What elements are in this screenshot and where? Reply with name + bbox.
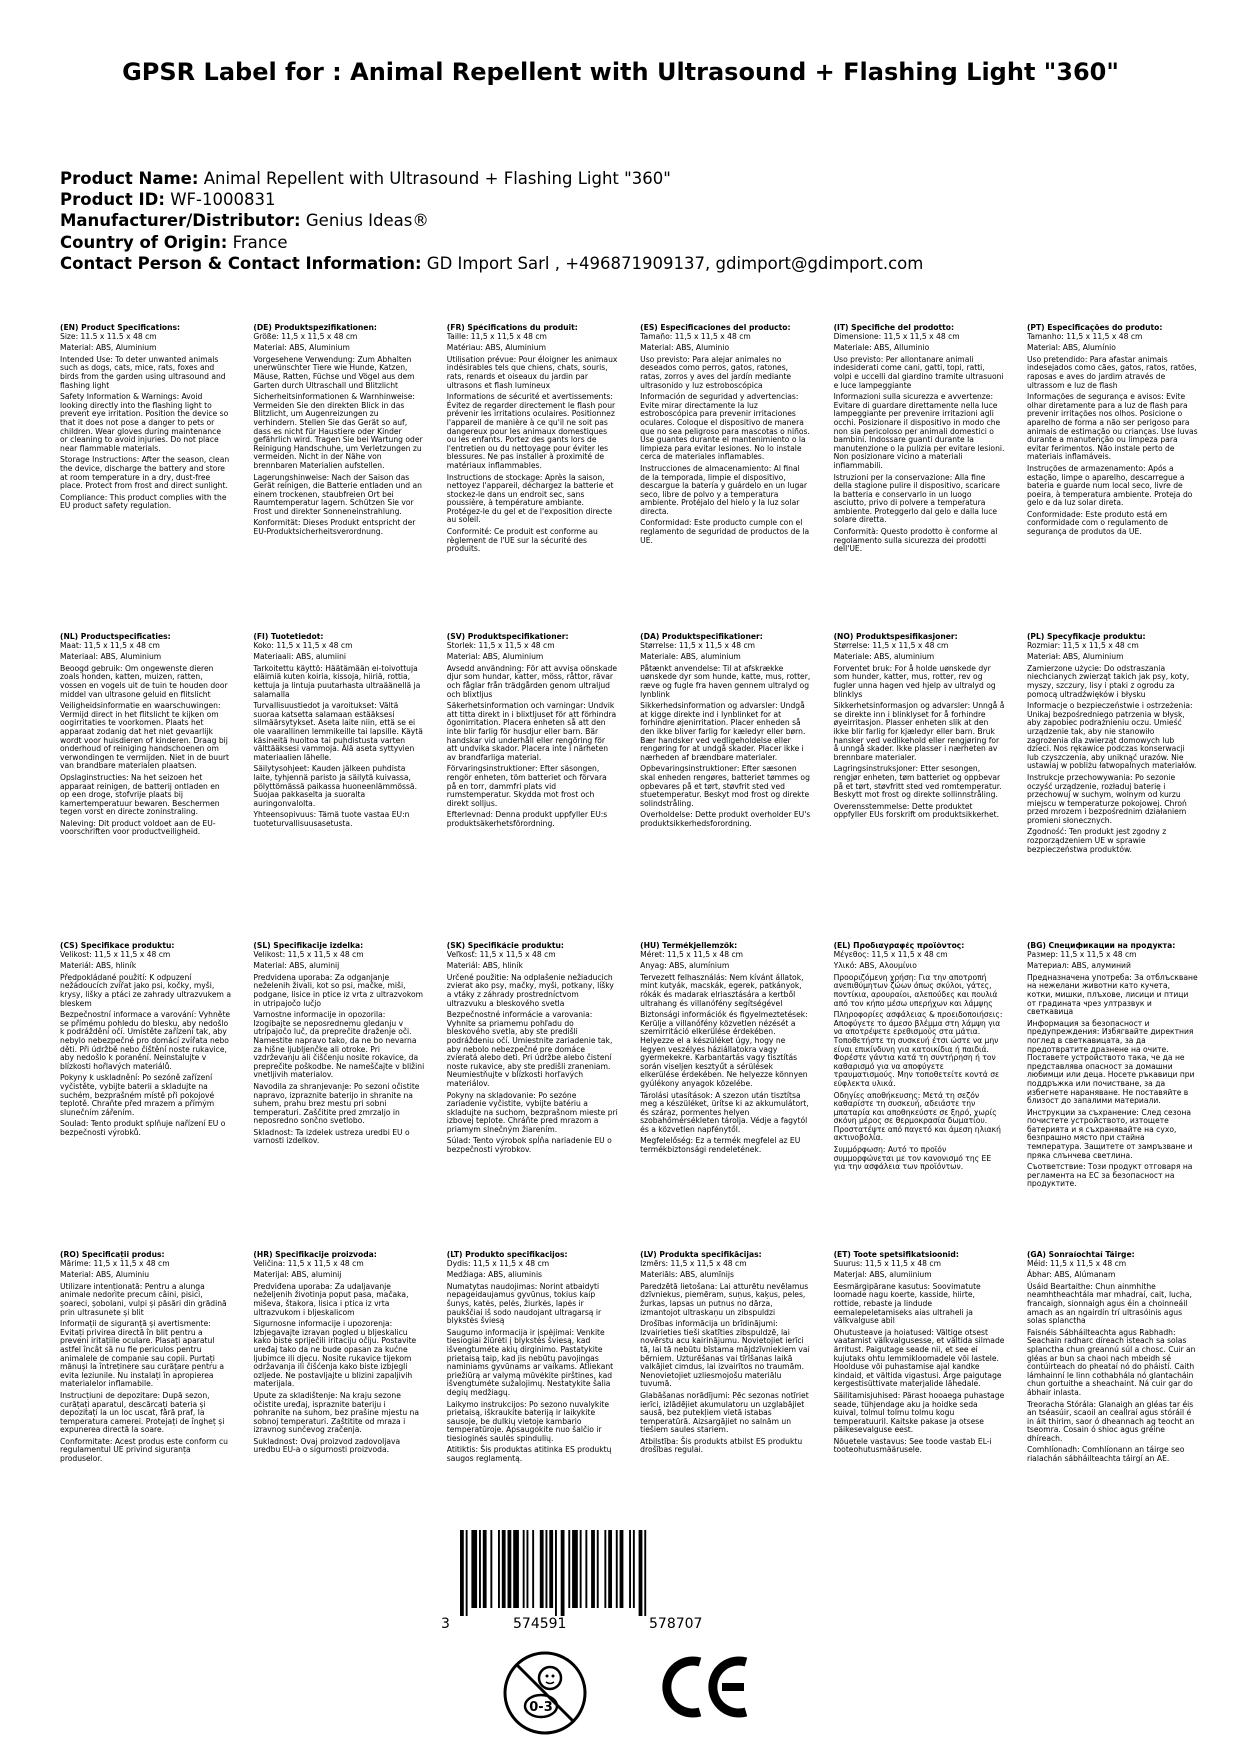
- spec-line: Veličina: 11,5 x 11,5 x 48 cm: [253, 1258, 364, 1268]
- spec-block: [253, 324, 424, 633]
- spec-heading: (HR) Specifikacije proizvoda:: [253, 1251, 377, 1259]
- spec-line: Safety Information & Warnings: Avoid looking directly into the flashing light to prevent eye irritation. Position the device so that it does not pose a danger to pets or children. Wear gloves during maintenance or cleaning to avoid injuries. Do not place near flammable materials.: [60, 392, 229, 453]
- spec-line: Overholdelse: Dette produkt overholder EU's produktsikkerhedsforordning.: [640, 810, 811, 828]
- contact-row: [60, 253, 923, 274]
- spec-line: Numatytas naudojimas: Norint atbaidyti nepageidaujamus gyvūnus, tokius kaip šunys, katės, pelės, žiurkės, lapės ir paukščiai iš sodo naudojant ultragarsą ir blykstės šviesą: [446, 1281, 602, 1326]
- spec-heading: (NL) Productspecificaties:: [60, 633, 171, 641]
- barcode-digit-lead: 3: [441, 1616, 450, 1632]
- page-title: GPSR Label for : Animal Repellent with Ultrasound + Flashing Light "360": [122, 58, 1119, 86]
- barcode-bar: [633, 1530, 635, 1608]
- spec-line: Förvaringsinstruktioner: Efter säsongen, rengör enheten, töm batteriet och förvara på en torr, dammfri plats vid rumstemperatur. Skydda mot frost och direkt solljus.: [446, 764, 607, 808]
- spec-line: Beoogd gebruik: Om ongewenste dieren zoals honden, katten, muizen, ratten, vossen en vogels uit de tuin te houden door middel van ultrasone geluid en flitslicht: [60, 663, 228, 699]
- spec-line: Megfelelőség: Ez a termék megfelel az EU termékbiztonsági rendeletének.: [640, 1136, 801, 1155]
- spec-line: Tárolási utasítások: A szezon után tisztítsa meg a készüléket, ürítse ki az akkumulátort, és száraz, pormentes helyen szobahőmérsékleten tárolja. Védje a fagytól és a közvetlen napfénytől.: [640, 1090, 809, 1134]
- spec-line: Material: ABS, Aluminium: [253, 343, 350, 353]
- spec-heading: (EN) Product Specifications:: [60, 324, 181, 332]
- barcode-bar: [523, 1530, 525, 1608]
- spec-line: Skladnost: Ta izdelek ustreza uredbi EU o varnosti izdelkov.: [253, 1127, 410, 1146]
- barcode-bar: [471, 1530, 477, 1608]
- spec-line: Turvallisuustiedot ja varoitukset: Vältä suoraa katsetta salamaan estääksesi silmäärsytykset. Aseta laite niin, että se ei ole vaarallinen lemmikeille tai lapsille. Käytä käsineitä huoltoa tai puhdistusta varten välttääksesi vammoja. Älä aseta syttyvien materiaalien lähelle.: [253, 701, 423, 762]
- product-id-row: [60, 189, 923, 210]
- spec-line: Utilisation prévue: Pour éloigner les animaux indésirables tels que chiens, chats, souris, rats, renards et oiseaux du jardin par ultrasons et flash lumineux: [446, 354, 618, 390]
- spec-line: Yhteensopivuus: Tämä tuote vastaa EU:n tuoteturvallisuusasetusta.: [253, 810, 410, 828]
- barcode-bar: [498, 1530, 500, 1608]
- barcode-bar: [513, 1530, 519, 1608]
- spec-line: Material: ABS, Alumínio: [1026, 343, 1116, 353]
- spec-line: Instrucciones de almacenamiento: Al final de la temporada, limpie el dispositivo, descargue la batería y guárdelo en un lugar seco, libre de polvo y a temperatura ambiente. Protéjalo del hielo y la luz solar directa.: [640, 463, 808, 516]
- product-info: [60, 168, 923, 274]
- product-name-value: Animal Repellent with Ultrasound + Flashing Light "360": [203, 169, 671, 188]
- spec-block: [1027, 1251, 1198, 1581]
- spec-line: Informacje o bezpieczeństwie i ostrzeżenia: Unikaj bezpośredniego patrzenia w błysk, aby zapobiec podrażnieniu oczu. Umieść urządzenie tak, aby nie stanowiło zagrożenia dla zwierząt domowych lub dzieci. Nos rękawice podczas konserwacji lub czyszczenia, aby uniknąć urazów. Nie ustawiaj w pobliżu łatwopalnych materiałów.: [1026, 701, 1197, 771]
- spec-block: [60, 1251, 231, 1581]
- spec-line: Instructions de stockage: Après la saison, nettoyez l'appareil, déchargez la batterie et stockez-le dans un endroit sec, sans poussière, à température ambiante. Protégez-le du gel et de l'exposition directe au soleil.: [446, 472, 614, 525]
- spec-line: Ohutusteave ja hoiatused: Vältige otsest vaatamist välkvalgusesse, et vältida silmade ärritust. Paigutage seade nii, et see ei kujutaks ohtu lemmikloomadele või lastele. Hoolduse või puhastamise ajal kandke kindaid, et vältida vigastusi. Ärge paigutage kergestisüttivate materjalide lähedale.: [833, 1327, 1005, 1389]
- barcode-bar: [561, 1530, 565, 1616]
- spec-block: [834, 942, 1005, 1251]
- spec-block: [253, 942, 424, 1251]
- spec-line: Instrucțiuni de depozitare: După sezon, curățați aparatul, descărcați bateria și depozitați la un loc uscat, fără praf, la temperatura camerei. Protejați de îngheț și expunerea directă la soare.: [60, 1390, 225, 1435]
- spec-line: Materijal: ABS, aluminij: [253, 1270, 342, 1280]
- product-id-label: Product ID:: [60, 190, 165, 210]
- spec-heading: (SK) Špecifikácie produktu:: [446, 942, 564, 950]
- spec-heading: (NO) Produktspesifikasjoner:: [833, 633, 958, 641]
- spec-heading: (FR) Spécifications du produit:: [446, 324, 578, 332]
- spec-line: Conformitate: Acest produs este conform cu regulamentul UE privind siguranța produselor.: [60, 1436, 228, 1464]
- spec-line: Lagerungshinweise: Nach der Saison das Gerät reinigen, die Batterie entladen und an einem trockenen, staubfreien Ort bei Raumtemperatur lagern. Schützen Sie vor Frost und direkter Sonneneinstrahlung.: [253, 472, 422, 516]
- spec-line: Materiale: ABS, aluminium: [833, 652, 935, 662]
- spec-line: Laikymo instrukcijos: Po sezono nuvalykite prietaisą, iškraukite bateriją ir laikykite sausoje, be dulkių vietoje kambario temperatūroje. Apsaugokite nuo šalčio ir tiesioginės saulės spindulių.: [446, 1399, 610, 1443]
- spec-line: Informações de segurança e avisos: Evite olhar diretamente para a luz de flash para prevenir irritações nos olhos. Posicione o aparelho de forma a não ser perigoso para animais de estimação ou crianças. Use luvas durante a manutenção ou limpeza para evitar ferimentos. Não instale perto de materiais inflamáveis.: [1026, 392, 1198, 462]
- barcode-bar: [616, 1530, 618, 1608]
- spec-line: Treoracha Stórála: Glanaigh an gléas tar éis an tséasúir, scaoil an ceallraí agus stóráil é in áit thirim, saor ó dheannach ag teocht an tseomra. Cosain ó shioc agus gréine dhíreach.: [1026, 1399, 1195, 1443]
- spec-line: Tarkoitettu käyttö: Häätämään ei-toivottuja eläimiä kuten koiria, kissoja, hiiriä, rottia, kettuja ja lintuja puutarhasta ultraäänellä ja salamalla: [253, 663, 421, 699]
- barcode-bar: [608, 1530, 612, 1608]
- spec-line: Navodila za shranjevanje: Po sezoni očistite napravo, izpraznite baterijo in shranite na suhem, prahu brez mestu pri sobni temperaturi. Zaščitite pred zmrzaljo in neposredno sončno svetlobo.: [253, 1081, 420, 1126]
- spec-line: Istruzioni per la conservazione: Alla fine della stagione pulire il dispositivo, scaricare la batteria e conservarlo in un luogo asciutto, privo di polvere a temperatura ambiente. Proteggerlo dal gelo e dalla luce solare diretta.: [833, 472, 1000, 525]
- spec-line: Materiale: ABS, Alluminio: [833, 343, 930, 353]
- spec-line: Informations de sécurité et avertissements: Évitez de regarder directement le flash pour prévenir les irritations oculaires. Positionnez l'appareil de manière à ce qu'il ne soit pas dangereux pour les animaux domestiques ou les enfants. Portez des gants lors de l'entretien ou du nettoyage pour éviter les blessures. Ne pas installer à proximité de matériaux inflammables.: [446, 392, 616, 470]
- spec-line: Určené použitie: Na odplašenie nežiaducich zvierat ako psy, mačky, myši, potkany, líšky a vtáky z záhrady prostredníctvom ultrazvuku a bleskového svetla: [446, 972, 614, 1008]
- barcode-bar: [549, 1530, 553, 1608]
- spec-line: Materiale: ABS, aluminium: [640, 652, 741, 662]
- spec-line: Předpokládané použití: K odpuzení nežádoucích zvířat jako psi, kočky, myši, krysy, lišky a ptáci ze zahrady ultrazvukem a bleskem: [60, 972, 231, 1008]
- spec-line: Uso previsto: Para alejar animales no deseados como perros, gatos, ratones, ratas, zorros y aves del jardín mediante ultrasonido y luz estroboscópica: [640, 354, 792, 390]
- spec-line: Avsedd användning: För att avvisa oönskade djur som hundar, katter, möss, råttor, rävar och fåglar från trädgården genom ultraljud och blixtljus: [446, 663, 618, 699]
- spec-line: Soulad: Tento produkt splňuje nařízení EU o bezpečnosti výrobků.: [60, 1119, 226, 1137]
- spec-line: Οδηγίες αποθήκευσης: Μετά τη σεζόν καθαρίστε τη συσκευή, αδειάστε την μπαταρία και αποθηκεύστε σε ξηρό, χωρίς σκόνη μέρος σε θερμοκρασία δωματίου. Προστατέψτε από παγετό και άμεση ηλιακή ακτινοβολία.: [833, 1090, 1001, 1143]
- barcode-bar: [532, 1530, 534, 1608]
- spec-line: Rozmiar: 11,5 x 11,5 x 48 cm: [1026, 640, 1139, 650]
- spec-line: Úsáid Beartaithe: Chun ainmhithe neamhtheachtála mar mhadraí, cait, lucha, francaigh, sionnaigh agus éin a choinneáil amach as an ngairdín trí ultrasóinis agus solas splanctha: [1026, 1281, 1192, 1326]
- spec-line: Compliance: This product complies with the EU product safety regulation.: [60, 492, 227, 511]
- spec-line: Méid: 11,5 x 11,5 x 48 cm: [1026, 1258, 1127, 1268]
- barcode-bar: [568, 1530, 570, 1608]
- spec-line: Πληροφορίες ασφάλειας & προειδοποιήσεις: Αποφύγετε το άμεσο βλέμμα στη λάμψη για να αποτρέψετε ερεθισμούς στα μάτια. Τοποθετήστε τη συσκευή έτσι ώστε να μην είναι επικίνδυνη για κατοικίδια ή παιδιά. Φορέστε γάντια κατά τη συντήρηση ή τον καθαρισμό για να αποφύγετε τραυματισμούς. Μην τοποθετείτε κοντά σε εύφλεκτα υλικά.: [833, 1010, 1003, 1088]
- spec-line: Størrelse: 11,5 x 11,5 x 48 cm: [833, 640, 949, 650]
- manufacturer-value: Genius Ideas®: [305, 211, 429, 231]
- spec-line: Materiál: ABS, hliník: [60, 961, 137, 971]
- spec-heading: (EL) Προδιαγραφές προϊόντος:: [833, 942, 965, 950]
- spec-line: Mărime: 11,5 x 11,5 x 48 cm: [60, 1258, 170, 1268]
- spec-line: Säilytysohjeet: Kauden jälkeen puhdista laite, tyhjennä paristo ja säilytä kuivassa, pölyttömässä paikassa huoneenlämmössä. Suojaa pakkaselta ja suoralta auringonvalolta.: [253, 764, 417, 808]
- spec-line: Forventet bruk: For å holde uønskede dyr som hunder, katter, mus, rotter, rev og fugler unna hagen ved hjelp av ultralyd og blinklys: [833, 663, 996, 699]
- spec-line: Συμμόρφωση: Αυτό το προϊόν συμμορφώνεται με τον κανονισμό της ΕΕ για την ασφάλεια των προϊόντων.: [833, 1145, 992, 1172]
- spec-line: Conformidade: Este produto está em conformidade com o regulamento de segurança de produtos da UE.: [1026, 509, 1168, 537]
- spec-line: Medžiaga: ABS, aliuminis: [446, 1270, 543, 1280]
- spec-line: Eesmärgipärane kasutus: Soovimatute loomade nagu koerte, kasside, hiirte, rottide, rebaste ja lindude eemalepeletamiseks aias ultraheli ja välkvalguse abil: [833, 1281, 981, 1326]
- spec-line: Méret: 11,5 x 11,5 x 48 cm: [640, 949, 744, 959]
- barcode-digits-right: 578707: [649, 1616, 703, 1632]
- barcode-bar: [644, 1530, 646, 1616]
- spec-line: Материал: ABS, алуминий: [1026, 961, 1131, 971]
- spec-line: Matériau: ABS, Aluminium: [446, 343, 546, 353]
- spec-line: Materiál: ABS, hliník: [446, 961, 523, 971]
- spec-block: [1027, 324, 1198, 633]
- spec-line: Sikkerhetsinformasjon og advarsler: Unngå å se direkte inn i blinklyset for å forhindre øyeirritasjon. Plasser enheten slik at den ikke blir farlig for kjæledyr eller barn. Bruk hansker ved vedlikehold eller rengjøring for å unngå skader. Ikke plasser i nærheten av brennbare materialer.: [833, 701, 1005, 762]
- spec-heading: (RO) Specificații produs:: [60, 1251, 165, 1259]
- spec-line: Glabāšanas norādījumi: Pēc sezonas notīriet ierīci, izlādējiet akumulatoru un uzglabājiet sausā, bez putekļiem vietā istabas temperatūrā. Aizsargājiet no salnām un tiešiem saules stariem.: [640, 1390, 809, 1435]
- spec-line: Sikkerhedsinformation og advarsler: Undgå at kigge direkte ind i lynblinket for at forhindre øjenirritation. Placer enheden så den ikke bliver farlig for kæledyr eller børn. Bær handsker ved vedligeholdelse eller rengøring for at undgå skader. Placer ikke i nærheden af brændbare materialer.: [640, 701, 806, 762]
- spec-line: Conformità: Questo prodotto è conforme al regolamento sulla sicurezza dei prodotti dell'UE.: [833, 527, 998, 554]
- spec-line: Koko: 11,5 x 11,5 x 48 cm: [253, 640, 353, 650]
- barcode-bar: [572, 1530, 578, 1608]
- age-warning-0-3-icon: [500, 1648, 590, 1742]
- spec-line: Pokyny k uskladnění: Po sezóně zařízení vyčistěte, vybijte baterii a skladujte na suchém, bezprašném místě při pokojové teplotě. Chraňte před mrazem a přímým slunečním zářením.: [60, 1073, 215, 1117]
- spec-line: Tamanho: 11,5 x 11,5 x 48 cm: [1026, 331, 1143, 341]
- barcode-bar: [555, 1530, 557, 1616]
- spec-line: Säkerhetsinformation och varningar: Undvik att titta direkt in i blixtljuset för att förhindra ögonirritation. Placera enheten så att den inte blir farlig för husdjur eller barn. Bär handskar vid underhåll eller rengöring för att undvika skador. Placera inte i närheten av brandfarliga material.: [446, 701, 617, 762]
- spec-line: Efterlevnad: Denna produkt uppfyller EU:s produktsäkerhetsförordning.: [446, 810, 608, 828]
- barcode: [456, 1530, 736, 1616]
- spec-line: Atitiktis: Šis produktas atitinka ES produktų saugos reglamentą.: [446, 1445, 612, 1464]
- barcode-bar: [585, 1530, 587, 1608]
- spec-line: Tamaño: 11,5 x 11,5 x 48 cm: [640, 331, 751, 341]
- spec-heading: (PT) Especificações do produto:: [1026, 324, 1163, 332]
- barcode-bar: [546, 1530, 548, 1608]
- spec-heading: (LT) Produkto specifikacijos:: [446, 1251, 568, 1259]
- spec-line: Material: ABS, aluminij: [253, 961, 340, 971]
- spec-line: Предназначена употреба: За отблъскване на нежелани животни като кучета, котки, мишки, плъхове, лисици и птици от градината чрез ултразвук и светкавица: [1026, 972, 1198, 1017]
- spec-block: [1027, 942, 1198, 1251]
- spec-block: [447, 942, 618, 1251]
- spec-block: [834, 324, 1005, 633]
- barcode-bars: [456, 1530, 736, 1616]
- spec-line: Bezpečnostné informácie a varovania: Vyhnite sa priamemu pohľadu do bleskového svetla, aby ste predišli podráždeniu očí. Umiestnite zariadenie tak, aby nebolo nebezpečné pre domáce zvieratá alebo deti. Pri údržbe alebo čistení noste rukavice, aby ste predišli zraneniam. Neumiestňujte v blízkosti horľavých materiálov.: [446, 1010, 613, 1088]
- spec-line: Informații de siguranță și avertismente: Evitați privirea directă în blit pentru a preveni iritațiile oculare. Plasați aparatul astfel încât să nu fie periculos pentru animalele de companie sau copii. Purtați mănuși la întreținere sau curățare pentru a evita leziunile. Nu instalați în apropierea materialelor inflamabile.: [60, 1319, 225, 1389]
- spec-heading: (SV) Produktspecifikationer:: [446, 633, 569, 641]
- spec-line: Varnostne informacije in opozorila: Izogibajte se neposrednemu gledanju v utripajočo luč, da preprečite draženje oči. Namestite napravo tako, da ne bo nevarna za hišne ljubljenčke ali otroke. Pri vzdrževanju ali čiščenju nosite rokavice, da preprečite poškodbe. Ne nameščajte v bližini vnetljivih materialov.: [253, 1010, 425, 1080]
- spec-line: Materiał: ABS, Aluminium: [1026, 652, 1124, 662]
- spec-line: Dydis: 11,5 x 11,5 x 48 cm: [446, 1258, 550, 1268]
- barcode-bar: [639, 1530, 643, 1616]
- spec-line: Drošības informācija un brīdinājumi: Izvairieties tieši skatīties zibspuldzē, lai novērstu acu kairinājumu. Novietojiet ierīci tā, lai tā nebūtu bīstama mājdzīvniekiem vai bērniem. Uzturēšanas vai tīrīšanas laikā valkājiet cimdus, lai izvairītos no traumām. Nenovietojiet uzliesmojošu materiālu tuvumā.: [640, 1319, 810, 1389]
- spec-line: Maat: 11,5 x 11,5 x 48 cm: [60, 640, 160, 650]
- spec-heading: (ES) Especificaciones del producto:: [640, 324, 791, 332]
- spec-heading: (DE) Produktspezifikationen:: [253, 324, 377, 332]
- spec-line: Uso previsto: Per allontanare animali indesiderati come cani, gatti, topi, ratti, volpi e uccelli dal giardino tramite ultrasuoni e luce lampeggiante: [833, 354, 1004, 390]
- spec-line: Μέγεθος: 11,5 x 11,5 x 48 cm: [833, 949, 948, 959]
- spec-line: Информация за безопасност и предупреждения: Избягвайте директния поглед в светкавицата, за да предотвратите дразнене на очите. Поставете устройството така, че да не представлява опасност за домашни любимци или деца. Носете ръкавици при поддръжка или почистване, за да избегнете нараняване. Не поставяйте в близост до запалими материали.: [1026, 1018, 1195, 1106]
- spec-line: Pokyny na skladovanie: Po sezóne zariadenie vyčistite, vybijte batériu a skladujte na suchom, bezprašnom mieste pri izbovej teplote. Chráňte pred mrazom a priamym slnečným žiarením.: [446, 1090, 618, 1134]
- spec-heading: (LV) Produkta specifikācijas:: [640, 1251, 762, 1259]
- spec-line: Sicherheitsinformationen & Warnhinweise: Vermeiden Sie den direkten Blick in das Blitzlicht, um Augenreizungen zu verhindern. Stellen Sie das Gerät so auf, dass es nicht für Haustiere oder Kinder gefährlich wird. Tragen Sie bei Wartung oder Reinigung Handschuhe, um Verletzungen zu vermeiden. Nicht in der Nähe von brennbaren Materialien aufstellen.: [253, 392, 423, 470]
- spec-line: Saugumo informacija ir įspėjimai: Venkite tiesiogiai žiūrėti į blykstės šviesą, kad išvengtumėte akių dirginimo. Pastatykite prietaisą taip, kad jis nebūtų pavojingas naminiams gyvūnams ar vaikams. Atliekant priežiūrą ar valymą mūvėkite pirštines, kad išvengtumėte sužalojimų. Nestatykite šalia degių medžiagų.: [446, 1327, 614, 1397]
- spec-heading: (FI) Tuotetiedot:: [253, 633, 324, 641]
- spec-line: Veľkosť: 11,5 x 11,5 x 48 cm: [446, 949, 556, 959]
- barcode-bar: [483, 1530, 487, 1608]
- spec-line: Overensstemmelse: Dette produktet oppfyller EUs forskrift om produktsikkerhet.: [833, 801, 1000, 820]
- spec-line: Predviđena uporaba: Za udaljavanje neželjenih životinja poput pasa, mačaka, miševa, štakora, lisica i ptica iz vrta ultrazvukom i bljeskalicom: [253, 1281, 409, 1317]
- age-label: 0-3: [529, 1700, 553, 1715]
- spec-line: Nõuetele vastavus: See toode vastab EL-i tooteohutusmäärusele.: [833, 1436, 992, 1455]
- spec-line: Utilizare intenționată: Pentru a alunga animale nedorite precum câini, pisici, șoareci, șobolani, vulpi și păsări din grădină prin ultrasunete și blit: [60, 1281, 227, 1317]
- barcode-bar: [508, 1530, 512, 1608]
- spec-line: Sigurnosne informacije i upozorenja: Izbjegavajte izravan pogled u bljeskalicu kako biste spriječili iritaciju očiju. Postavite uređaj tako da ne bude opasan za kućne ljubimce ili djecu. Nosite rukavice tijekom održavanja ili čišćenja kako biste izbjegli ozljede. Ne postavljajte u blizini zapaljivih materijala.: [253, 1319, 417, 1389]
- barcode-bar: [620, 1530, 624, 1608]
- spec-line: Veiligheidsinformatie en waarschuwingen: Vermijd direct in het flitslicht te kijken om oogirritaties te voorkomen. Plaats het apparaat zodanig dat het niet gevaarlijk wordt voor huisdieren of kinderen. Draag bij onderhoud of reiniging handschoenen om verwondingen te vermijden. Niet in de buurt van brandbare materialen plaatsen.: [60, 701, 230, 771]
- ce-mark-icon: [660, 1654, 752, 1724]
- spec-heading: (IT) Specifiche del prodotto:: [833, 324, 955, 332]
- spec-line: Uso pretendido: Para afastar animais indesejados como cães, gatos, ratos, ratões, raposas e aves do jardim através de ultrassom e luz de flash: [1026, 354, 1197, 390]
- spec-block: [447, 633, 618, 942]
- language-specifications-grid: [60, 324, 1198, 1581]
- spec-line: Størrelse: 11,5 x 11,5 x 48 cm: [640, 640, 756, 650]
- spec-line: Materjal: ABS, alumiinium: [833, 1270, 932, 1280]
- spec-line: Comhlíonadh: Comhlíonann an táirge seo rialachán sábháilteachta táirgí an AE.: [1026, 1445, 1185, 1464]
- spec-line: Sukladnost: Ovaj proizvod zadovoljava uredbu EU-a o sigurnosti proizvoda.: [253, 1436, 401, 1455]
- spec-line: Ábhar: ABS, Alúmanam: [1026, 1270, 1116, 1280]
- spec-line: Προοριζόμενη χρήση: Για την αποτροπή ανεπιθύμητων ζώων όπως σκύλοι, γάτες, ποντίκια, αρουραίοι, αλεπούδες και πουλιά από τον κήπο μέσω υπερήχων και λάμψης: [833, 972, 998, 1008]
- manufacturer-label: Manufacturer/Distributor:: [60, 211, 301, 231]
- spec-line: Material: ABS, Aluminium: [446, 652, 544, 662]
- country-row: [60, 232, 923, 253]
- spec-line: Size: 11.5 x 11.5 x 48 cm: [60, 331, 157, 341]
- spec-line: Upute za skladištenje: Na kraju sezone očistite uređaj, ispraznite bateriju i pohranite na suhom, bez prašine mjestu na sobnoj temperaturi. Zaštitite od mraza i izravnog sunčevog zračenja.: [253, 1390, 420, 1435]
- barcode-bar: [466, 1530, 468, 1616]
- spec-line: Zgodność: Ten produkt jest zgodny z rozporządzeniem UE w sprawie bezpieczeństwa produktów.: [1026, 827, 1167, 854]
- barcode-bar: [591, 1530, 595, 1608]
- spec-line: Material: ABS, Aluminiu: [60, 1270, 150, 1280]
- spec-line: Materiaal: ABS, Aluminium: [60, 652, 162, 662]
- spec-line: Размер: 11,5 x 11,5 x 48 cm: [1026, 949, 1137, 959]
- spec-block: [640, 324, 811, 633]
- spec-heading: (BG) Спецификации на продукта:: [1026, 942, 1176, 950]
- spec-block: [640, 942, 811, 1251]
- spec-line: Dimensione: 11,5 x 11,5 x 48 cm: [833, 331, 960, 341]
- spec-line: Atbilstība: Šis produkts atbilst ES produktu drošības regulai.: [640, 1436, 803, 1455]
- barcode-bar: [490, 1530, 492, 1608]
- spec-line: Säilitamisjuhised: Pärast hooaega puhastage seade, tühjendage aku ja hoidke seda kuival, tolmul tolmu tolmu kogu temperatuuril. Kaitske pakase ja otsese päikesevalguse eest.: [833, 1390, 1005, 1435]
- spec-block: [834, 633, 1005, 942]
- spec-heading: (ET) Toote spetsifikatsioonid:: [833, 1251, 959, 1259]
- spec-block: [60, 942, 231, 1251]
- spec-line: Tervezett felhasználás: Nem kívánt állatok, mint kutyák, macskák, egerek, patkányok, rókák és madarak elriasztására a kertből ultrahang és villanófény segítségével: [640, 972, 804, 1008]
- spec-line: Naleving: Dit product voldoet aan de EU-voorschriften voor productveiligheid.: [60, 818, 216, 837]
- product-id-value: WF-1000831: [170, 190, 276, 210]
- spec-heading: (DA) Produktspecifikationer:: [640, 633, 763, 641]
- spec-line: Påtænkt anvendelse: Til at afskrække uønskede dyr som hunde, katte, mus, rotter, ræve og fugle fra haven gennem ultralyd og lynblink: [640, 663, 811, 699]
- spec-line: Zamierzone użycie: Do odstraszania niechcianych zwierząt takich jak psy, koty, myszy, szczury, lisy i ptaki z ogrodu za pomocą ultradźwięków i błysku: [1026, 663, 1190, 699]
- spec-line: Biztonsági információk és figyelmeztetések: Kerülje a villanófény közvetlen nézését a szemirritáció elkerülése érdekében. Helyezze el a készüléket úgy, hogy ne legyen veszélyes háziállatokra vagy gyermekekre. Karbantartás vagy tisztítás során viseljen kesztyűt a sérülések elkerülése érdekében. Ne helyezze könnyen gyúlékony anyagok közelébe.: [640, 1010, 808, 1088]
- country-label: Country of Origin:: [60, 232, 228, 252]
- barcode-bar: [604, 1530, 606, 1608]
- spec-line: Инструкции за съхранение: След сезона почистете устройството, изтощете батерията и я съхранявайте на сухо, безпрашно място при стайна температура. Защитете от замръзване и пряка слънчева светлина.: [1026, 1107, 1193, 1160]
- spec-line: Intended Use: To deter unwanted animals such as dogs, cats, mice, rats, foxes and birds from the garden using ultrasound and flashing light: [60, 354, 226, 390]
- spec-block: [253, 1251, 424, 1581]
- spec-line: Material: ABS, Aluminium: [60, 343, 157, 353]
- spec-heading: (SL) Specifikacije izdelka:: [253, 942, 364, 950]
- spec-line: Instrukcje przechowywania: Po sezonie oczyść urządzenie, rozładuj baterię i przechowuj w suchym, wolnym od kurzu miejscu w temperaturze pokojowej. Chroń przed mrozem i bezpośrednim działaniem promieni słonecznych.: [1026, 772, 1187, 825]
- spec-line: Izmērs: 11,5 x 11,5 x 48 cm: [640, 1258, 747, 1268]
- product-name-label: Product Name:: [60, 169, 199, 188]
- spec-block: [834, 1251, 1005, 1581]
- spec-block: [1027, 633, 1198, 942]
- spec-line: Instruções de armazenamento: Após a estação, limpe o aparelho, descarregue a bateria e guarde num local seco, livre de poeira, à temperatura ambiente. Proteja do gelo e da luz solar direta.: [1026, 463, 1193, 508]
- spec-line: Suurus: 11,5 x 11,5 x 48 cm: [833, 1258, 941, 1268]
- manufacturer-row: [60, 210, 923, 231]
- spec-line: Opbevaringsinstruktioner: Efter sæsonen skal enheden rengøres, batteriet tømmes og opbevares på et tørt, støvfrit sted ved stuetemperatur. Beskyt mod frost og direkte solindstråling.: [640, 764, 810, 808]
- spec-line: Materiaali: ABS, alumiini: [253, 652, 347, 662]
- spec-line: Konformität: Dieses Produkt entspricht der EU-Produktsicherheitsverordnung.: [253, 518, 416, 537]
- spec-line: Información de seguridad y advertencias: Evite mirar directamente la luz estroboscópica para prevenir irritaciones oculares. Coloque el dispositivo de manera que no sea peligroso para mascotas o niños. Use guantes durante el mantenimiento o la limpieza para evitar lesiones. No lo instale cerca de materiales inflamables.: [640, 392, 810, 462]
- spec-line: Faisnéis Sábháilteachta agus Rabhadh: Seachain radharc díreach isteach sa solas splanctha chun greannú súl a chosc. Cuir an gléas ar bun sa chaoi nach mbeidh sé contúirteach do pheataí nó do pháistí. Caith lámhainní le linn cothabhála nó glantacháin chun gortuithe a sheachaint. Ná cuir gar do ábhair inlasta.: [1026, 1327, 1196, 1397]
- spec-heading: (GA) Sonraíochtaí Táirge:: [1026, 1251, 1135, 1259]
- spec-line: Съответствие: Този продукт отговаря на регламента на ЕС за безопасност на продуктите.: [1026, 1162, 1193, 1189]
- barcode-bar: [502, 1530, 506, 1608]
- spec-line: Conformité: Ce produit est conforme au règlement de l'UE sur la sécurité des produits.: [446, 527, 598, 554]
- spec-line: Opslaginstructies: Na het seizoen het apparaat reinigen, de batterij ontladen en op een droge, stofvrije plaats bij kamertemperatuur bewaren. Beschermen tegen vorst en directe zoninstraling.: [60, 772, 220, 817]
- spec-line: Storlek: 11,5 x 11,5 x 48 cm: [446, 640, 555, 650]
- spec-block: [447, 324, 618, 633]
- spec-heading: (CS) Specifikace produktu:: [60, 942, 175, 950]
- spec-heading: (PL) Specyfikacje produktu:: [1026, 633, 1146, 641]
- spec-line: Vorgesehene Verwendung: Zum Abhalten unerwünschter Tiere wie Hunde, Katzen, Mäuse, Ratten, Füchse und Vögel aus dem Garten durch Ultraschall und Blitzlicht: [253, 354, 415, 390]
- spec-block: [60, 633, 231, 942]
- barcode-bar: [527, 1530, 529, 1608]
- barcode-bar: [540, 1530, 544, 1608]
- spec-line: Anyag: ABS, alumínium: [640, 961, 730, 971]
- spec-line: Lagringsinstruksjoner: Etter sesongen, rengjør enheten, tøm batteriet og oppbevar på et tørt, støvfritt sted ved romtemperatur. Beskytt mot frost og direkte sollinnstråling.: [833, 764, 1002, 800]
- spec-line: Velikost: 11,5 x 11,5 x 48 cm: [60, 949, 171, 959]
- spec-line: Materiāls: ABS, alumīnijs: [640, 1270, 734, 1280]
- barcode-digits-left: 574591: [513, 1616, 567, 1632]
- spec-line: Súlad: Tento výrobok spĺňa nariadenie EU o bezpečnosti výrobkov.: [446, 1136, 612, 1155]
- contact-value: GD Import Sarl , +496871909137, gdimport@gdimport.com: [426, 253, 924, 273]
- spec-block: [253, 633, 424, 942]
- spec-block: [640, 633, 811, 942]
- spec-line: Informazioni sulla sicurezza e avvertenze: Evitare di guardare direttamente nella luce lampeggiante per prevenire irritazioni agli occhi. Posizionare il dispositivo in modo che non sia pericoloso per animali domestici o bambini. Indossare guanti durante la manutenzione o la pulizia per evitare lesioni. Non posizionare vicino a materiali infiammabili.: [833, 392, 1005, 470]
- spec-line: Storage Instructions: After the season, clean the device, discharge the battery and store at room temperature in a dry, dust-free place. Protect from frost and direct sunlight.: [60, 455, 230, 491]
- spec-block: [60, 324, 231, 633]
- spec-line: Bezpečnostní informace a varování: Vyhněte se přímému pohledu do blesku, aby nedošlo k podráždění očí. Umístěte zařízení tak, aby nebylo nebezpečné pro domácí zvířata nebo děti. Při údržbě nebo čištění noste rukavice, aby nedošlo k poranění. Neinstalujte v blízkosti hořlavých materiálů.: [60, 1010, 231, 1071]
- spec-line: Taille: 11,5 x 11,5 x 48 cm: [446, 331, 547, 341]
- product-name-row: [60, 168, 923, 189]
- spec-line: Conformidad: Este producto cumple con el reglamento de seguridad de productos de la UE.: [640, 518, 810, 545]
- barcode-bar: [597, 1530, 599, 1608]
- spec-line: Material: ABS, Aluminio: [640, 343, 730, 353]
- barcode-bar: [479, 1530, 481, 1608]
- spec-line: Velikost: 11,5 x 11,5 x 48 cm: [253, 949, 364, 959]
- spec-line: Υλικό: ABS, Αλουμίνιο: [833, 961, 917, 971]
- spec-heading: (HU) Termékjellemzők:: [640, 942, 738, 950]
- spec-line: Paredzētā lietošana: Lai atturētu nevēlamus dzīvniekus, piemēram, suņus, kaķus, peles, žurkas, lapsas un putnus no dārza, izmantojot ultraskaņu un zibspuldzi: [640, 1281, 809, 1317]
- spec-line: Größe: 11,5 x 11,5 x 48 cm: [253, 331, 358, 341]
- country-value: France: [232, 232, 288, 252]
- barcode-bar: [460, 1530, 464, 1616]
- contact-label: Contact Person & Contact Information:: [60, 253, 422, 273]
- spec-line: Predvidena uporaba: Za odganjanje neželenih živali, kot so psi, mačke, miši, podgane, lisice in ptice iz vrta z ultrazvokom in utripajočo lučjo: [253, 972, 424, 1008]
- barcode-bar: [629, 1530, 631, 1608]
- barcode-bar: [580, 1530, 582, 1608]
